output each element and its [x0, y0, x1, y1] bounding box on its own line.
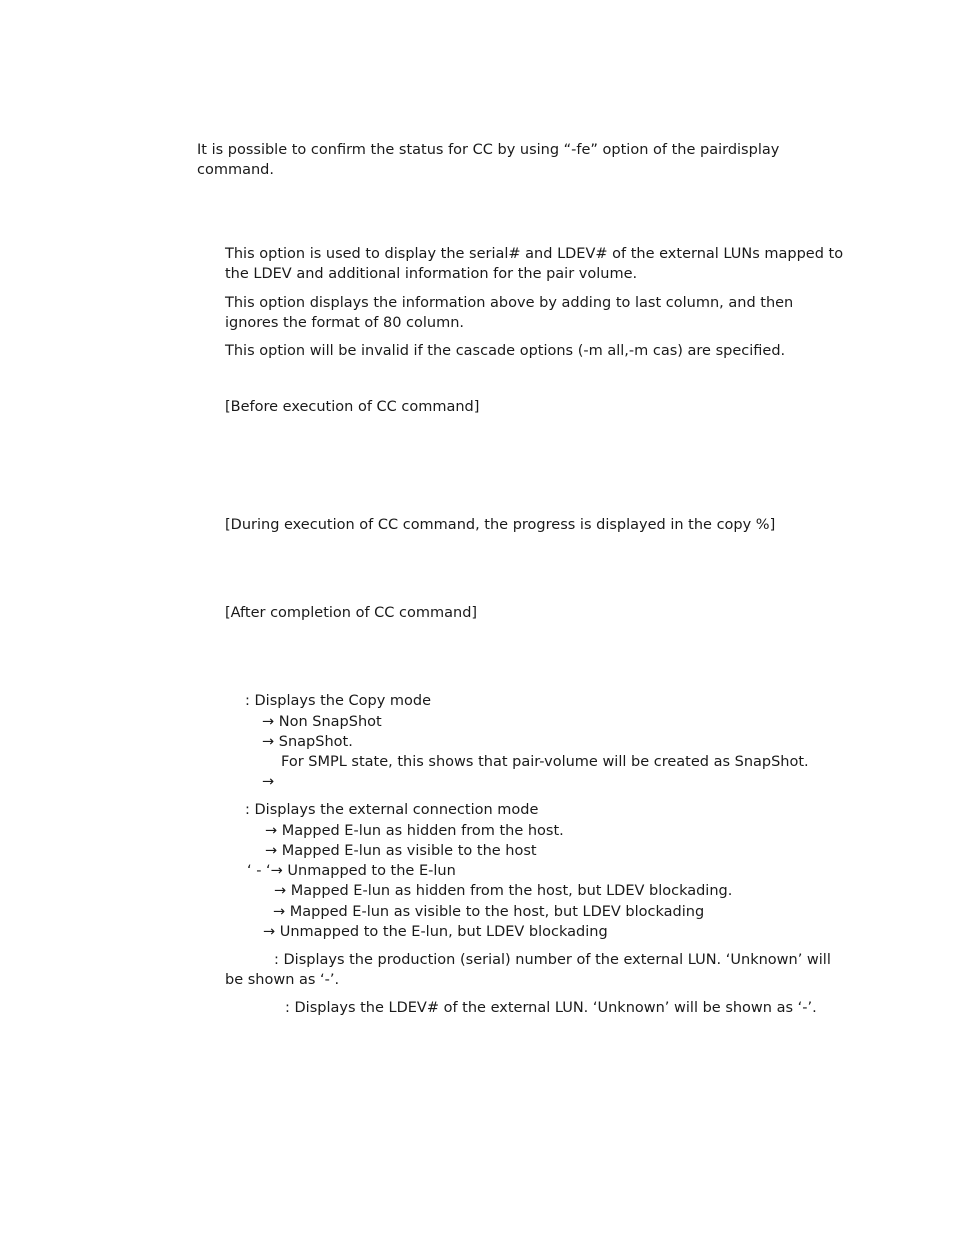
option-desc-line-1: This option is used to display the serial# and LDEV# of the external LUNs mapped to: [225, 246, 844, 262]
copy-mode-item-3: →: [262, 774, 275, 790]
option-desc-line-4: ignores the format of 80 column.: [225, 315, 465, 331]
option-desc-line-5: This option will be invalid if the cascade options (-m all,-m cas) are specified.: [225, 343, 786, 359]
ext-mode-item-3: ‘ - ‘→ Unmapped to the E-lun: [247, 863, 456, 879]
example-before-heading: [Before execution of CC command]: [225, 399, 480, 415]
copy-mode-heading: : Displays the Copy mode: [245, 693, 432, 709]
example-after-heading: [After completion of CC command]: [225, 605, 478, 621]
copy-mode-item-1: → Non SnapShot: [262, 714, 382, 730]
example-during-heading: [During execution of CC command, the progress is displayed in the copy %]: [225, 517, 776, 533]
ext-mode-item-4: → Mapped E-lun as hidden from the host, but LDEV blockading.: [274, 883, 733, 899]
option-desc-line-2: the LDEV and additional information for the pair volume.: [225, 266, 638, 282]
option-desc-line-3: This option displays the information above by adding to last column, and then: [225, 295, 794, 311]
ext-mode-heading: : Displays the external connection mode: [245, 802, 539, 818]
serial-desc-line-1: : Displays the production (serial) number of the external LUN. ‘Unknown’ will: [274, 952, 831, 968]
ext-mode-item-2: → Mapped E-lun as visible to the host: [265, 843, 537, 859]
intro-line-1: It is possible to confirm the status for CC by using “-fe” option of the pairdisplay: [197, 142, 780, 158]
ext-mode-item-6: → Unmapped to the E-lun, but LDEV blockading: [263, 924, 608, 940]
copy-mode-item-2: → SnapShot.: [262, 734, 353, 750]
serial-desc-line-2: be shown as ‘-’.: [225, 972, 340, 988]
ext-mode-item-1: → Mapped E-lun as hidden from the host.: [265, 823, 564, 839]
copy-mode-item-2-note: For SMPL state, this shows that pair-volume will be created as SnapShot.: [281, 754, 809, 770]
ext-mode-item-5: → Mapped E-lun as visible to the host, but LDEV blockading: [273, 904, 705, 920]
intro-line-2: command.: [197, 162, 274, 178]
ldev-desc-line: : Displays the LDEV# of the external LUN. ‘Unknown’ will be shown as ‘-’.: [285, 1000, 817, 1016]
